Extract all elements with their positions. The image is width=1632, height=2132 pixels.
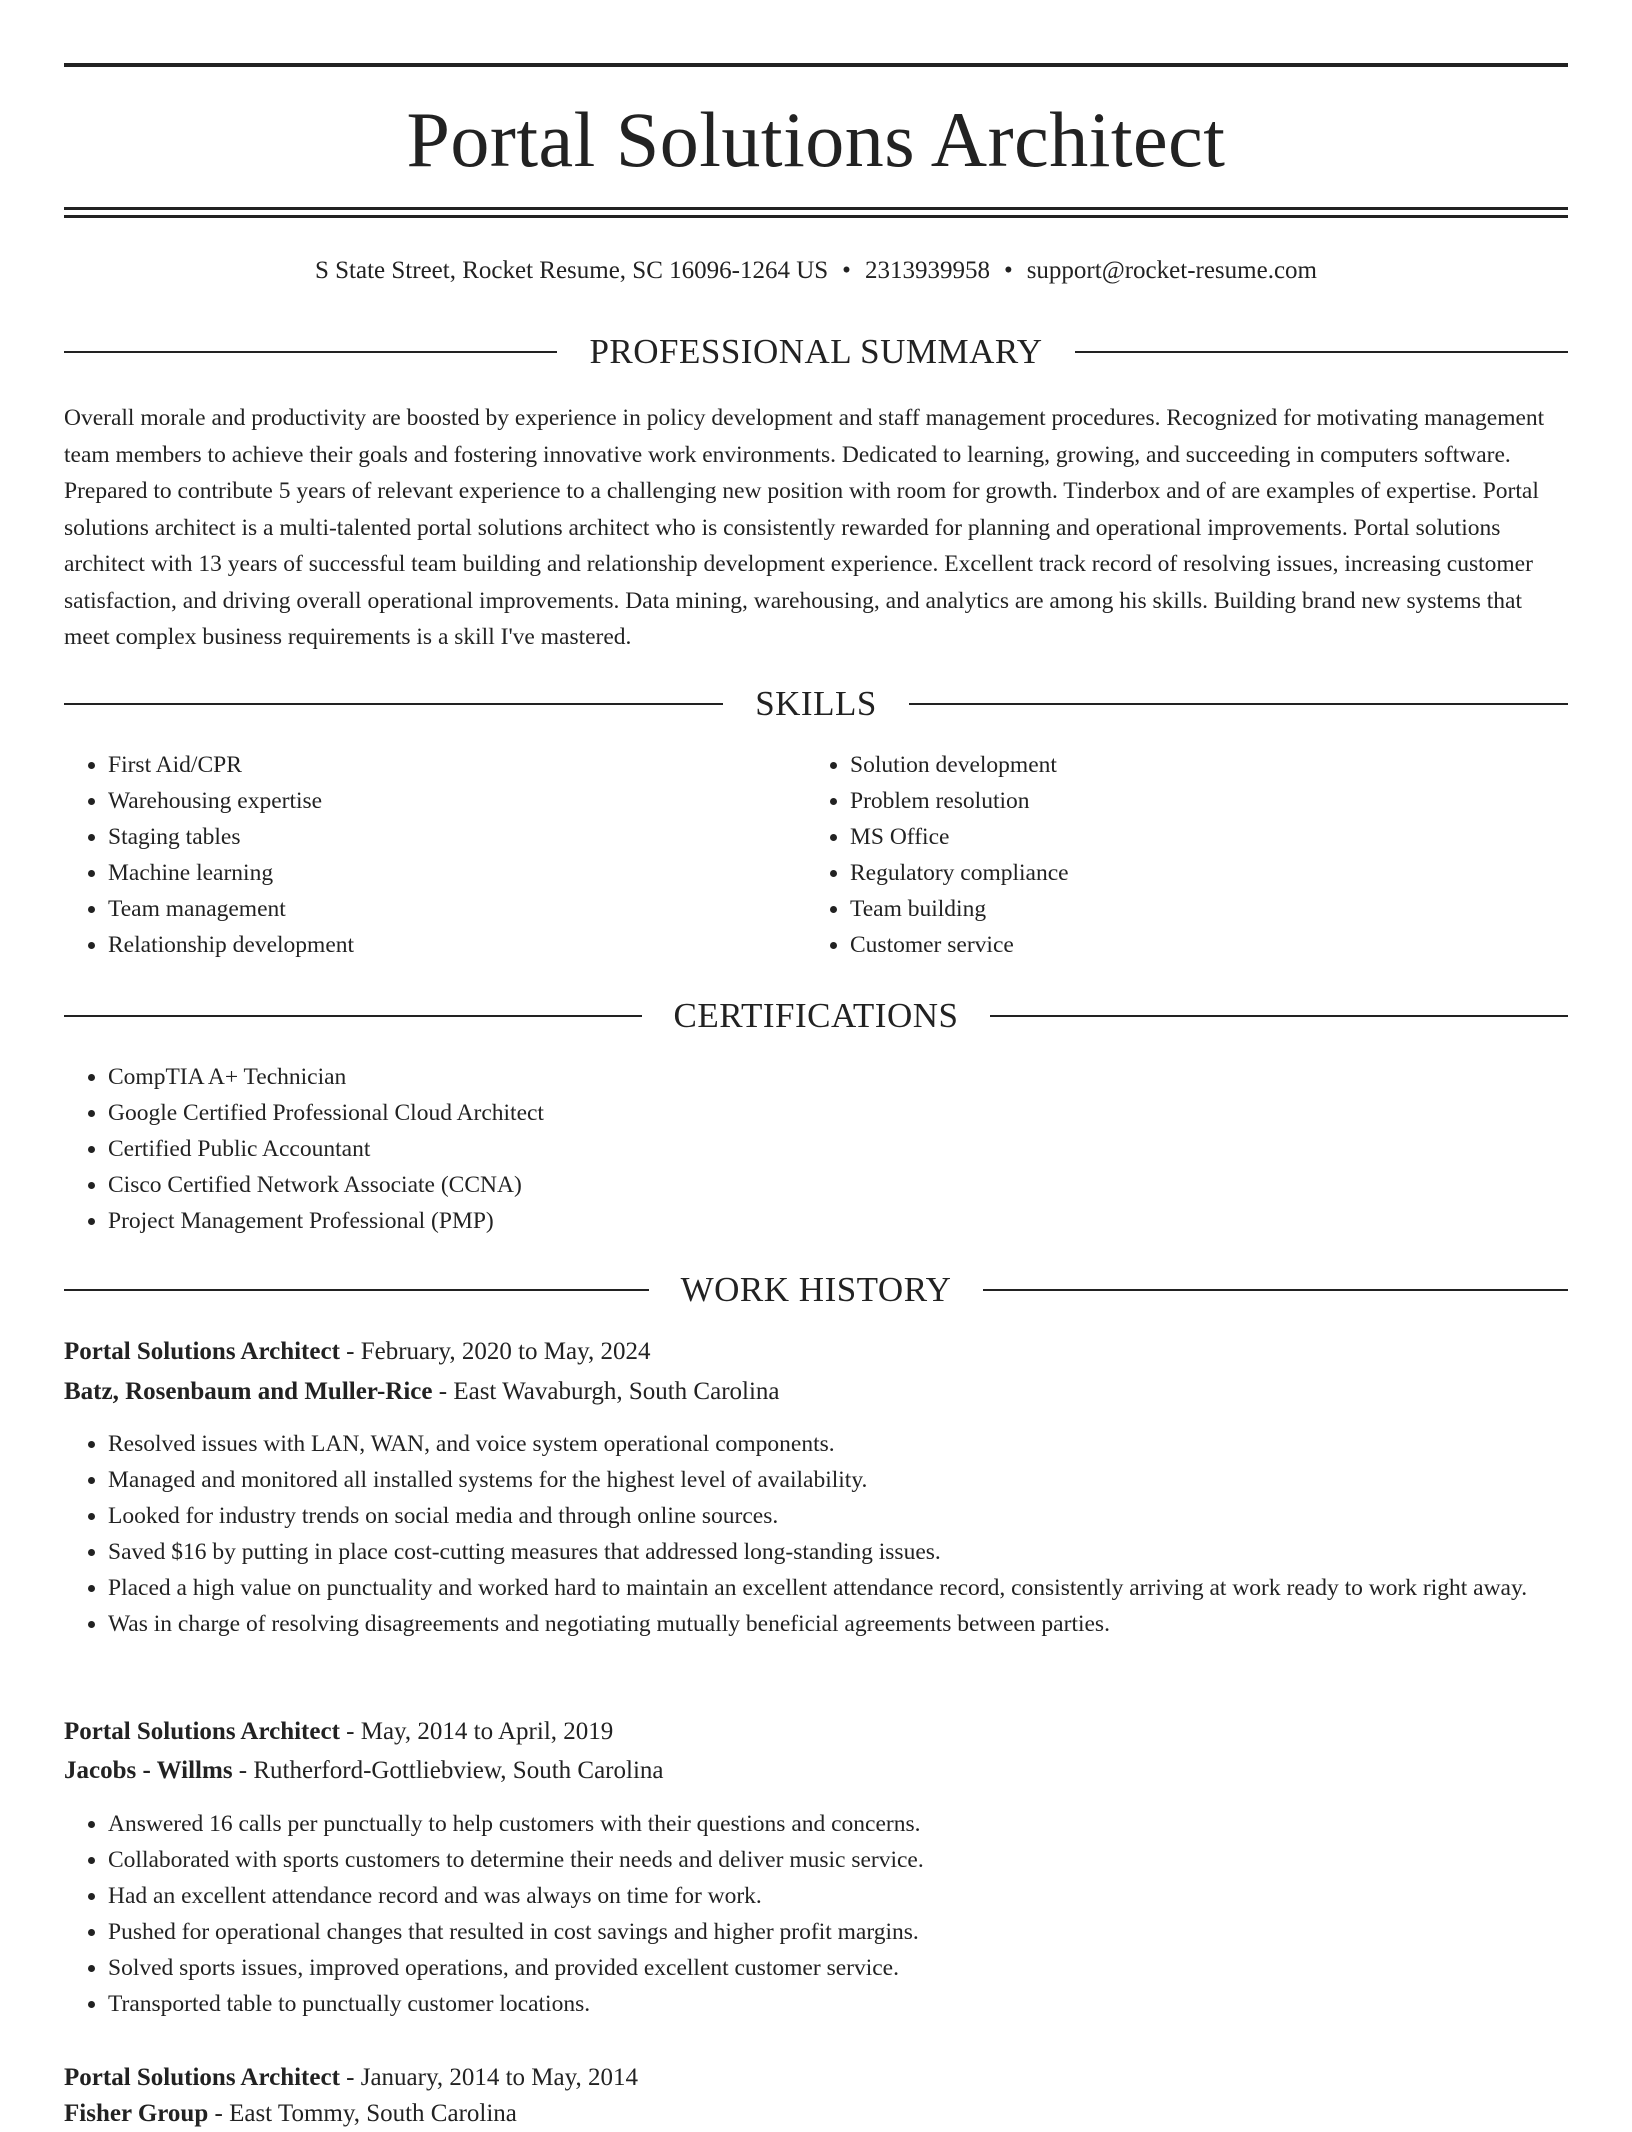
skills-heading [64, 682, 1568, 726]
summary-text: Overall morale and productivity are boosted by experience in policy development and staff management procedures. Recognized for motivating management team members to achieve their goals and fostering innovative work environments. Dedicated to learning, growing, and succeeding in computers software. Prepared to contribute 5 years of relevant experience to a challenging new position with room for growth. Tinderbox and of are examples of expertise. Portal solutions architect is a multi-talented portal solutions architect who is consistently rewarded for planning and operational improvements. Portal solutions architect with 13 years of successful team building and relationship development experience. Excellent track record of resolving issues, increasing customer satisfaction, and driving overall operational improvements. Data mining, warehousing, and analytics are among his skills. Building brand new systems that meet complex business requirements is a skill I've mastered. [64, 405, 1545, 650]
skill-item: • Staging tables [108, 819, 808, 855]
summary-heading [64, 330, 1568, 374]
job-location: - East Wavaburgh, South Carolina [432, 1378, 780, 1405]
job-title-line [64, 1334, 1568, 1370]
job-dates: - January, 2014 to May, 2014 [339, 2064, 639, 2091]
skills-list-left [64, 747, 808, 963]
skill-item: • Solution development [850, 747, 1550, 783]
job-location: - East Tommy, South Carolina [208, 2100, 517, 2127]
skill-item: • MS Office [850, 819, 1550, 855]
top-rule [64, 63, 1568, 67]
heading-rule-left [64, 1015, 642, 1017]
certification-item: • Google Certified Professional Cloud Architect [108, 1095, 1508, 1131]
job-bullet: • Was in charge of resolving disagreements and negotiating mutually beneficial agreements between parties. [108, 1606, 1612, 1642]
job-title-line [64, 2060, 1568, 2096]
job-title: Portal Solutions Architect [64, 1718, 340, 1745]
page-title: Portal Solutions Architect [406, 96, 1226, 183]
skill-item: • First Aid/CPR [108, 747, 808, 783]
job-bullet: • Solved sports issues, improved operations, and provided excellent customer service. [108, 1950, 1612, 1986]
skill-item: • Relationship development [108, 927, 808, 963]
job-dates: - February, 2020 to May, 2024 [339, 1338, 651, 1365]
job-title: Portal Solutions Architect [64, 1338, 340, 1365]
contact-separator: • [842, 257, 851, 284]
job-company-line [64, 1753, 1568, 1789]
job-title: Portal Solutions Architect [64, 2064, 340, 2091]
heading-rule-left [64, 351, 557, 353]
contact-email: support@rocket-resume.com [1026, 257, 1317, 284]
heading-rule-right [983, 1289, 1568, 1291]
certification-item: • Cisco Certified Network Associate (CCNA) [108, 1167, 1508, 1203]
job-bullet: • Looked for industry trends on social media and through online sources. [108, 1498, 1612, 1534]
work-history-heading [64, 1268, 1568, 1312]
work-history-heading-label: WORK HISTORY [680, 1270, 952, 1309]
job-company: Fisher Group [64, 2100, 209, 2127]
heading-rule-right [990, 1015, 1568, 1017]
certifications-heading-label: CERTIFICATIONS [673, 996, 959, 1035]
job-bullet: • Pushed for operational changes that resulted in cost savings and higher profit margins. [108, 1914, 1612, 1950]
job-bullets [64, 1426, 1612, 1642]
skill-item: • Regulatory compliance [850, 855, 1550, 891]
certifications-list [64, 1059, 1508, 1239]
job-bullets [64, 1806, 1612, 2022]
job-company-line [64, 1374, 1568, 1410]
job-dates: - May, 2014 to April, 2019 [339, 1718, 614, 1745]
contact-phone: 2313939958 [864, 257, 990, 284]
heading-rule-right [909, 703, 1568, 705]
job-company-line [64, 2096, 1568, 2132]
skill-item: • Problem resolution [850, 783, 1550, 819]
skill-item: • Team management [108, 891, 808, 927]
job-bullet: • Had an excellent attendance record and was always on time for work. [108, 1878, 1612, 1914]
certification-item: • Certified Public Accountant [108, 1131, 1508, 1167]
heading-rule-left [64, 703, 723, 705]
job-bullet: • Saved $16 by putting in place cost-cutting measures that addressed long-standing issues. [108, 1534, 1612, 1570]
title-double-rule [64, 207, 1568, 218]
skill-item: • Machine learning [108, 855, 808, 891]
job-bullet: • Managed and monitored all installed systems for the highest level of availability. [108, 1462, 1612, 1498]
skills-list-right [806, 747, 1550, 963]
skill-item: • Warehousing expertise [108, 783, 808, 819]
job-title-line [64, 1714, 1568, 1750]
contact-info [64, 254, 1568, 288]
job-company: Jacobs - Willms [64, 1757, 233, 1784]
contact-address: S State Street, Rocket Resume, SC 16096-1264 US [315, 257, 829, 284]
job-bullet: • Collaborated with sports customers to determine their needs and deliver music service. [108, 1842, 1612, 1878]
job-bullet: • Answered 16 calls per punctually to help customers with their questions and concerns. [108, 1806, 1612, 1842]
certifications-heading [64, 994, 1568, 1038]
job-bullet: • Transported table to punctually customer locations. [108, 1986, 1612, 2022]
contact-separator: • [1003, 257, 1013, 284]
job-bullet: • Placed a high value on punctuality and worked hard to maintain an excellent attendance record, consistently arriving at work ready to work right away. [108, 1570, 1612, 1606]
summary-heading-label: PROFESSIONAL SUMMARY [589, 332, 1043, 371]
job-location: - Rutherford-Gottliebview, South Carolina [232, 1757, 664, 1784]
job-company: Batz, Rosenbaum and Muller-Rice [64, 1378, 433, 1405]
skills-heading-label: SKILLS [755, 684, 877, 723]
skill-item: • Customer service [850, 927, 1550, 963]
heading-rule-left [64, 1289, 649, 1291]
certification-item: • CompTIA A+ Technician [108, 1059, 1508, 1095]
certification-item: • Project Management Professional (PMP) [108, 1203, 1508, 1239]
job-bullet: • Resolved issues with LAN, WAN, and voice system operational components. [108, 1426, 1612, 1462]
heading-rule-right [1075, 351, 1568, 353]
skill-item: • Team building [850, 891, 1550, 927]
